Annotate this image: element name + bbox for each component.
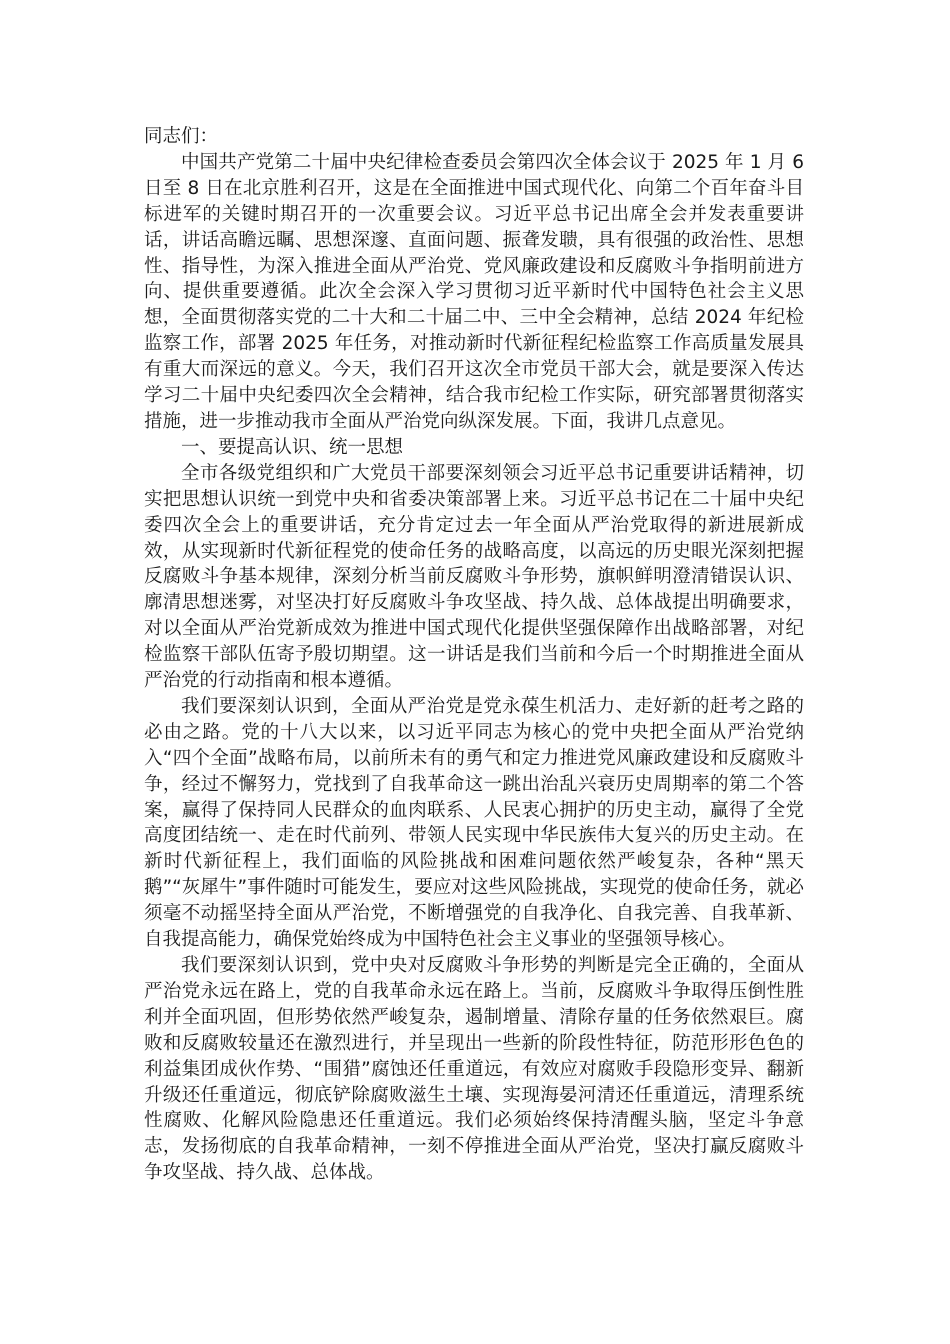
body-paragraph: 全市各级党组织和广大党员干部要深刻领会习近平总书记重要讲话精神，切实把思想认识统一到党中央和省委决策部署上来。习近平总书记在二十届中央纪委四次全会上的重要讲话，充分肯定过去一年全面从严治党取得的新进展新成效，从实现新时代新征程党的使命任务的战略高度，以高远的历史眼光深刻把握反腐败斗争基本规律，深刻分析当前反腐败斗争形势，旗帜鲜明澄清错误认识、廓清思想迷雾，对坚决打好反腐败斗争攻坚战、持久战、总体战提出明确要求，对以全面从严治党新成效为推进中国式现代化提供坚强保障作出战略部署，对纪检监察干部队伍寄予殷切期望。这一讲话是我们当前和今后一个时期推进全面从严治党的行动指南和根本遵循。	[144, 462, 804, 692]
section-heading: 一、要提高认识、统一思想	[181, 436, 404, 458]
body-paragraph: 我们要深刻认识到，党中央对反腐败斗争形势的判断是完全正确的，全面从严治党永远在路上，党的自我革命永远在路上。当前，反腐败斗争取得压倒性胜利并全面巩固，但形势依然严峻复杂，遏制增量、清除存量的任务依然艰巨。腐败和反腐败较量还在激烈进行，并呈现出一些新的阶段性特征，防范形形色色的利益集团成伙作势、“围猎”腐蚀还任重道远，有效应对腐败手段隐形变异、翻新升级还任重道远，彻底铲除腐败滋生土壤、实现海晏河清还任重道远，清理系统性腐败、化解风险隐患还任重道远。我们必须始终保持清醒头脑，坚定斗争意志，发扬彻底的自我革命精神，一刻不停推进全面从严治党，坚决打赢反腐败斗争攻坚战、持久战、总体战。	[144, 955, 804, 1184]
document-page	[144, 124, 804, 1186]
greeting: 同志们：	[144, 126, 219, 147]
body-paragraph: 我们要深刻认识到，全面从严治党是党永葆生机活力、走好新的赶考之路的必由之路。党的十八大以来，以习近平同志为核心的党中央把全面从严治党纳入“四个全面”战略布局，以前所未有的勇气和定力推进党风廉政建设和反腐败斗争，经过不懈努力，党找到了自我革命这一跳出治乱兴衰历史周期率的第二个答案，赢得了保持同人民群众的血肉联系、人民衷心拥护的历史主动，赢得了全党高度团结统一、走在时代前列、带领人民实现中华民族伟大复兴的历史主动。在新时代新征程上，我们面临的风险挑战和困难问题依然严峻复杂，各种“黑天鹅”“灰犀牛”事件随时可能发生，要应对这些风险挑战，实现党的使命任务，就必须毫不动摇坚持全面从严治党，不断增强党的自我净化、自我完善、自我革新、自我提高能力，确保党始终成为中国特色社会主义事业的坚强领导核心。	[144, 695, 804, 951]
intro-paragraph: 中国共产党第二十届中央纪律检查委员会第四次全体会议于 2025 年 1 月 6 日至 8 日在北京胜利召开，这是在全面推进中国式现代化、向第二个百年奋斗目标进军的关键时期召开的一次重要会议。习近平总书记出席全会并发表重要讲话，讲话高瞻远瞩、思想深邃、直面问题、振聋发聩，具有很强的政治性、思想性、指导性，为深入推进全面从严治党、党风廉政建设和反腐败斗争指明前进方向、提供重要遵循。此次全会深入学习贯彻习近平新时代中国特色社会主义思想，全面贯彻落实党的二十大和二十届二中、三中全会精神，总结 2024 年纪检监察工作，部署 2025 年任务，对推动新时代新征程纪检监察工作高质量发展具有重大而深远的意义。今天，我们召开这次全市党员干部大会，就是要深入传达学习二十届中央纪委四次全会精神，结合我市纪检工作实际，研究部署贯彻落实措施，进一步推动我市全面从严治党向纵深发展。下面，我讲几点意见。	[144, 151, 804, 432]
